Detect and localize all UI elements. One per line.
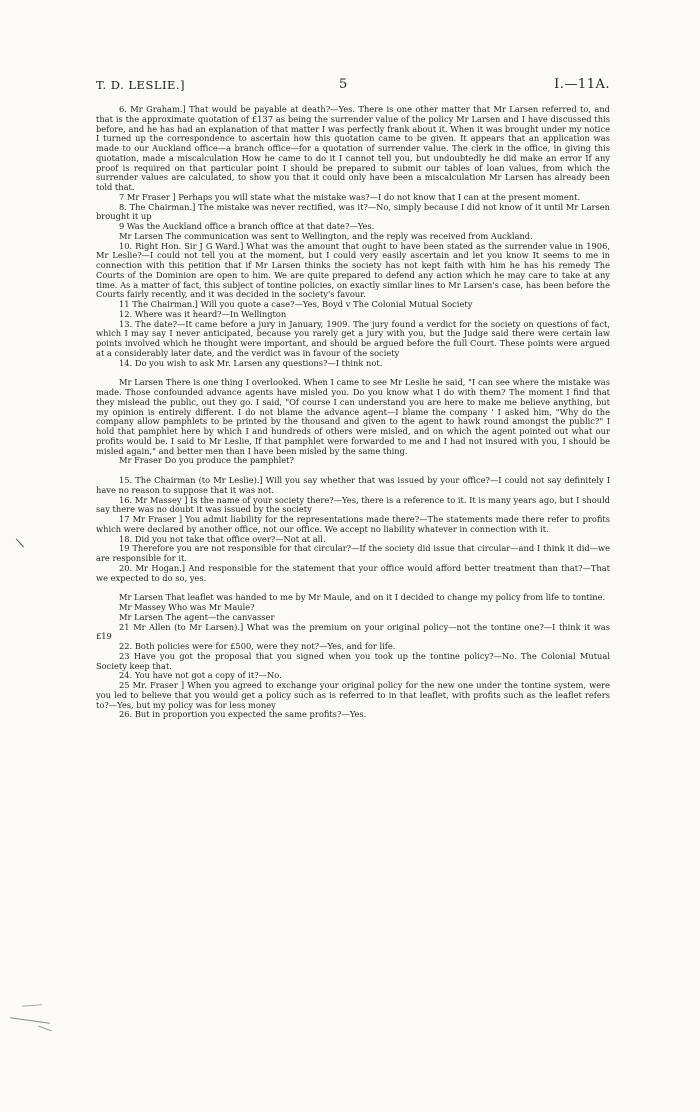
testimony-paragraph: 11 The Chairman.] Will you quote a case?—Yes, Boyd v The Colonial Mutual Society bbox=[119, 299, 473, 309]
testimony-paragraph: 23 Have you got the proposal that you signed when you took up the tontine policy?—No. The Colonial Mutual Society keep that. bbox=[96, 650, 610, 671]
margin-pencil-stroke bbox=[22, 1004, 42, 1006]
testimony-paragraph: 6. Mr Graham.] That would be payable at death?—Yes. There is one other matter that Mr Larsen referred to, and that is the approximate quotation of £137 as being the surrender value of the policy Mr Larsen and I have discussed this before, and he has had an explanation of that matter I was perfectly frank about it. When it was brought under my notice I turned up the correspondence to ascertain how this quotation came to be given. It appears that an application was made to our Auckland office—a branch office—for a quotation of surrender value. The clerk in the office, in giving this quotation, made a miscalculation How he came to do it I cannot tell you, but undoubtedly he did make an error If any proof is required on that particular point I should be prepared to submit our tables of loan values, from which the surrender values are calculated, to show you that it could only have been a miscalculation Mr Larsen has already been told that. bbox=[96, 104, 610, 192]
testimony-paragraph: Mr Larsen The agent—the canvasser bbox=[119, 611, 275, 622]
testimony-paragraph: 13. The date?—It came before a jury in January, 1909. The jury found a verdict for the society on questions of fact, which I may say I never anticipated, because you rarely get a jury with you, but the Judge said there were certain law points involved which he thought were important, and should be argued before the full Court. These points were argued at a considerably later date, and the verdict was in favour of the society bbox=[96, 318, 610, 358]
testimony-paragraph: 12. Where was it heard?—In Wellington bbox=[119, 308, 287, 319]
header-witness-name: T. D. LESLIE.] bbox=[96, 78, 186, 92]
margin-pencil-stroke bbox=[38, 1026, 51, 1032]
testimony-paragraph: 19 Therefore you are not responsible for that circular?—If the society did issue that circular—and I think it did—we are responsible for it. bbox=[96, 543, 610, 563]
testimony-paragraph: 22. Both policies were for £500, were they not?—Yes, and for life. bbox=[119, 641, 396, 651]
testimony-paragraph: 24. You have not got a copy of it?—No. bbox=[119, 670, 282, 681]
testimony-paragraph: 25 Mr. Fraser ] When you agreed to exchange your original policy for the new one under the tontine system, were you led to believe that you would get a policy such as is referred to in that leaflet, with profits such as the leaflet refers to?—Yes, but my policy was for less money bbox=[96, 680, 610, 710]
document-reference: I.—11A. bbox=[554, 77, 610, 92]
testimony-paragraph: 7 Mr Fraser ] Perhaps you will state what the mistake was?—I do not know that I can at the present moment. bbox=[119, 191, 581, 202]
testimony-paragraph: Mr Larsen There is one thing I overlooked. When I came to see Mr Leslie he said, "I can see where the mistake was made. Those confounded advance agents have misled you. Do you know what I do with them? The moment I find that they mislead the public, out they go. I said, "Of course I can understand you are here to make me believe anything, but my opinion is entirely different. I do not blame the advance agent—I blame the company ' I asked him, "Why do the company allow pamphlets to be printed by the thousand and given to the agent to hawk round amongst the public?" I hold that pamphlet here by which I and hundreds of others were misled, and on which the agent pointed out what our profits would be. I said to Mr Leslie, If that pamphlet were forwarded to me and I had not insured with you, I should be misled again," and better men than I have been misled by the same thing. bbox=[96, 377, 610, 456]
testimony-paragraph: 14. Do you wish to ask Mr. Larsen any questions?—I think not. bbox=[119, 357, 383, 368]
testimony-paragraph: 9 Was the Auckland office a branch office at that date?—Yes. bbox=[119, 221, 375, 231]
testimony-paragraph: 16. Mr Massey ] Is the name of your society there?—Yes, there is a reference to it. It is many years ago, but I should say there was no doubt it was issued by the society bbox=[96, 494, 610, 515]
testimony-paragraph: 17 Mr Fraser ] You admit liability for the representations made there?—The statements made there refer to profits which were declared by another office, not our office. We accept no liability whatever in connection with it. bbox=[96, 514, 610, 534]
margin-pencil-stroke bbox=[10, 1017, 50, 1024]
testimony-paragraph: Mr Massey Who was Mr Maule? bbox=[119, 602, 255, 612]
testimony-paragraph: Mr Larsen The communication was sent to Wellington, and the reply was received from Auckland. bbox=[119, 230, 533, 241]
testimony-paragraph: 21 Mr Allen (to Mr Larsen).] What was the premium on your original policy—not the tontine one?—I think it was £19 bbox=[96, 621, 610, 642]
testimony-paragraph: 8. The Chairman.] The mistake was never rectified, was it?—No, simply because I did not know of it until Mr Larsen brought it up bbox=[96, 201, 610, 222]
page-number: 5 bbox=[339, 77, 348, 92]
testimony-paragraph: Mr Larsen That leaflet was handed to me by Mr Maule, and on it I decided to change my policy from life to tontine. bbox=[119, 592, 606, 603]
page-header bbox=[96, 78, 610, 94]
testimony-body bbox=[96, 105, 610, 720]
testimony-paragraph: 18. Did you not take that office over?—Not at all. bbox=[119, 533, 326, 544]
testimony-paragraph: 15. The Chairman (to Mr Leslie).] Will you say whether that was issued by your office?—I could not say definitely I have no reason to suppose that it was not. bbox=[96, 475, 610, 495]
margin-pencil-mark: \ bbox=[15, 535, 26, 552]
testimony-paragraph: Mr Fraser Do you produce the pamphlet? bbox=[119, 455, 294, 466]
testimony-paragraph: 26. But in proportion you expected the same profits?—Yes. bbox=[119, 709, 367, 720]
testimony-paragraph: 10. Right Hon. Sir J G Ward.] What was the amount that ought to have been stated as the surrender value in 1906, Mr Leslie?—I could not tell you at the moment, but I could very easily ascertain and let you know It seems to me in connection with this petition that if Mr Larsen thinks the society has not kept faith with him he has his remedy The Courts of the Dominion are open to him. We are quite prepared to defend any action which he may care to take at any time. As a matter of fact, this subject of tontine policies, on exactly similar lines to Mr Larsen's case, has been before the Courts fairly recently, and it was decided in the society's favour. bbox=[96, 240, 610, 300]
testimony-paragraph: 20. Mr Hogan.] And responsible for the statement that your office would afford better treatment than that?—That we expected to do so, yes. bbox=[96, 562, 610, 583]
